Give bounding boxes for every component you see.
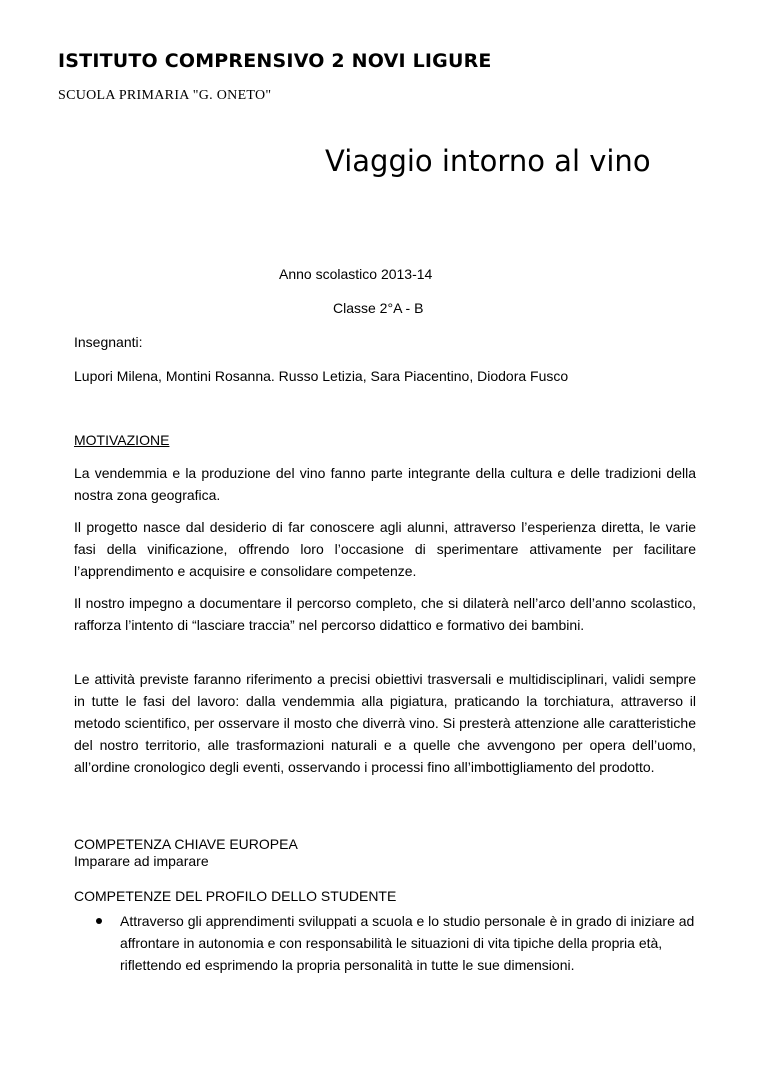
document-title: Viaggio intorno al vino [325, 144, 651, 178]
school-year: Anno scolastico 2013-14 [279, 266, 433, 282]
motivazione-paragraph: Il nostro impegno a documentare il percorso completo, che si dilaterà nell’arco dell’anno scolastico, rafforza l’intento di “lasciare traccia” nel percorso didattico e formativo dei bambini. [74, 595, 696, 633]
school-name: ISTITUTO COMPRENSIVO 2 NOVI LIGURE [58, 50, 492, 72]
profilo-list [74, 910, 714, 976]
list-item-text: Attraverso gli apprendimenti sviluppati a scuola e lo studio personale è in grado di iniziare ad affrontare in autonomia e con responsabilità le situazioni di vita tipiche della propria età, riflettendo ed esprimendo la propria personalità in tutte le sue dimensioni. [120, 913, 695, 973]
motivazione-paragraph: Le attività previste faranno riferimento a precisi obiettivi trasversali e multidisciplinari, validi sempre in tutte le fasi del lavoro: dalla vendemmia alla pigiatura, praticando la torchiatura, attraverso il metodo scientifico, per osservare il mosto che diverrà vino. Si presterà attenzione alle caratteristiche del nostro territorio, alle trasformazioni naturali e a quelle che avvengono per opera dell’uomo, all’ordine cronologico degli eventi, osservando i processi fino all’imbottigliamento del prodotto. [74, 671, 696, 775]
teachers-list: Lupori Milena, Montini Rosanna. Russo Letizia, Sara Piacentino, Diodora Fusco [74, 368, 569, 384]
school-subtitle: SCUOLA PRIMARIA "G. ONETO" [58, 88, 272, 103]
competenza-heading: COMPETENZA CHIAVE EUROPEA [74, 836, 298, 852]
competenza-value: Imparare ad imparare [74, 853, 209, 869]
profilo-heading: COMPETENZE DEL PROFILO DELLO STUDENTE [74, 888, 397, 904]
list-item [74, 910, 714, 976]
class-label: Classe 2°A - B [333, 300, 424, 316]
motivazione-paragraph: La vendemmia e la produzione del vino fanno parte integrante della cultura e delle tradizioni della nostra zona geografica. [74, 465, 696, 503]
bullet-icon [96, 918, 102, 924]
motivazione-heading: MOTIVAZIONE [74, 432, 170, 448]
teachers-label: Insegnanti: [74, 334, 143, 350]
motivazione-paragraph: Il progetto nasce dal desiderio di far conoscere agli alunni, attraverso l’esperienza diretta, le varie fasi della vinificazione, offrendo loro l’occasione di sperimentare attivamente per facilitare l’apprendimento e acquisire e consolidare competenze. [74, 519, 696, 579]
